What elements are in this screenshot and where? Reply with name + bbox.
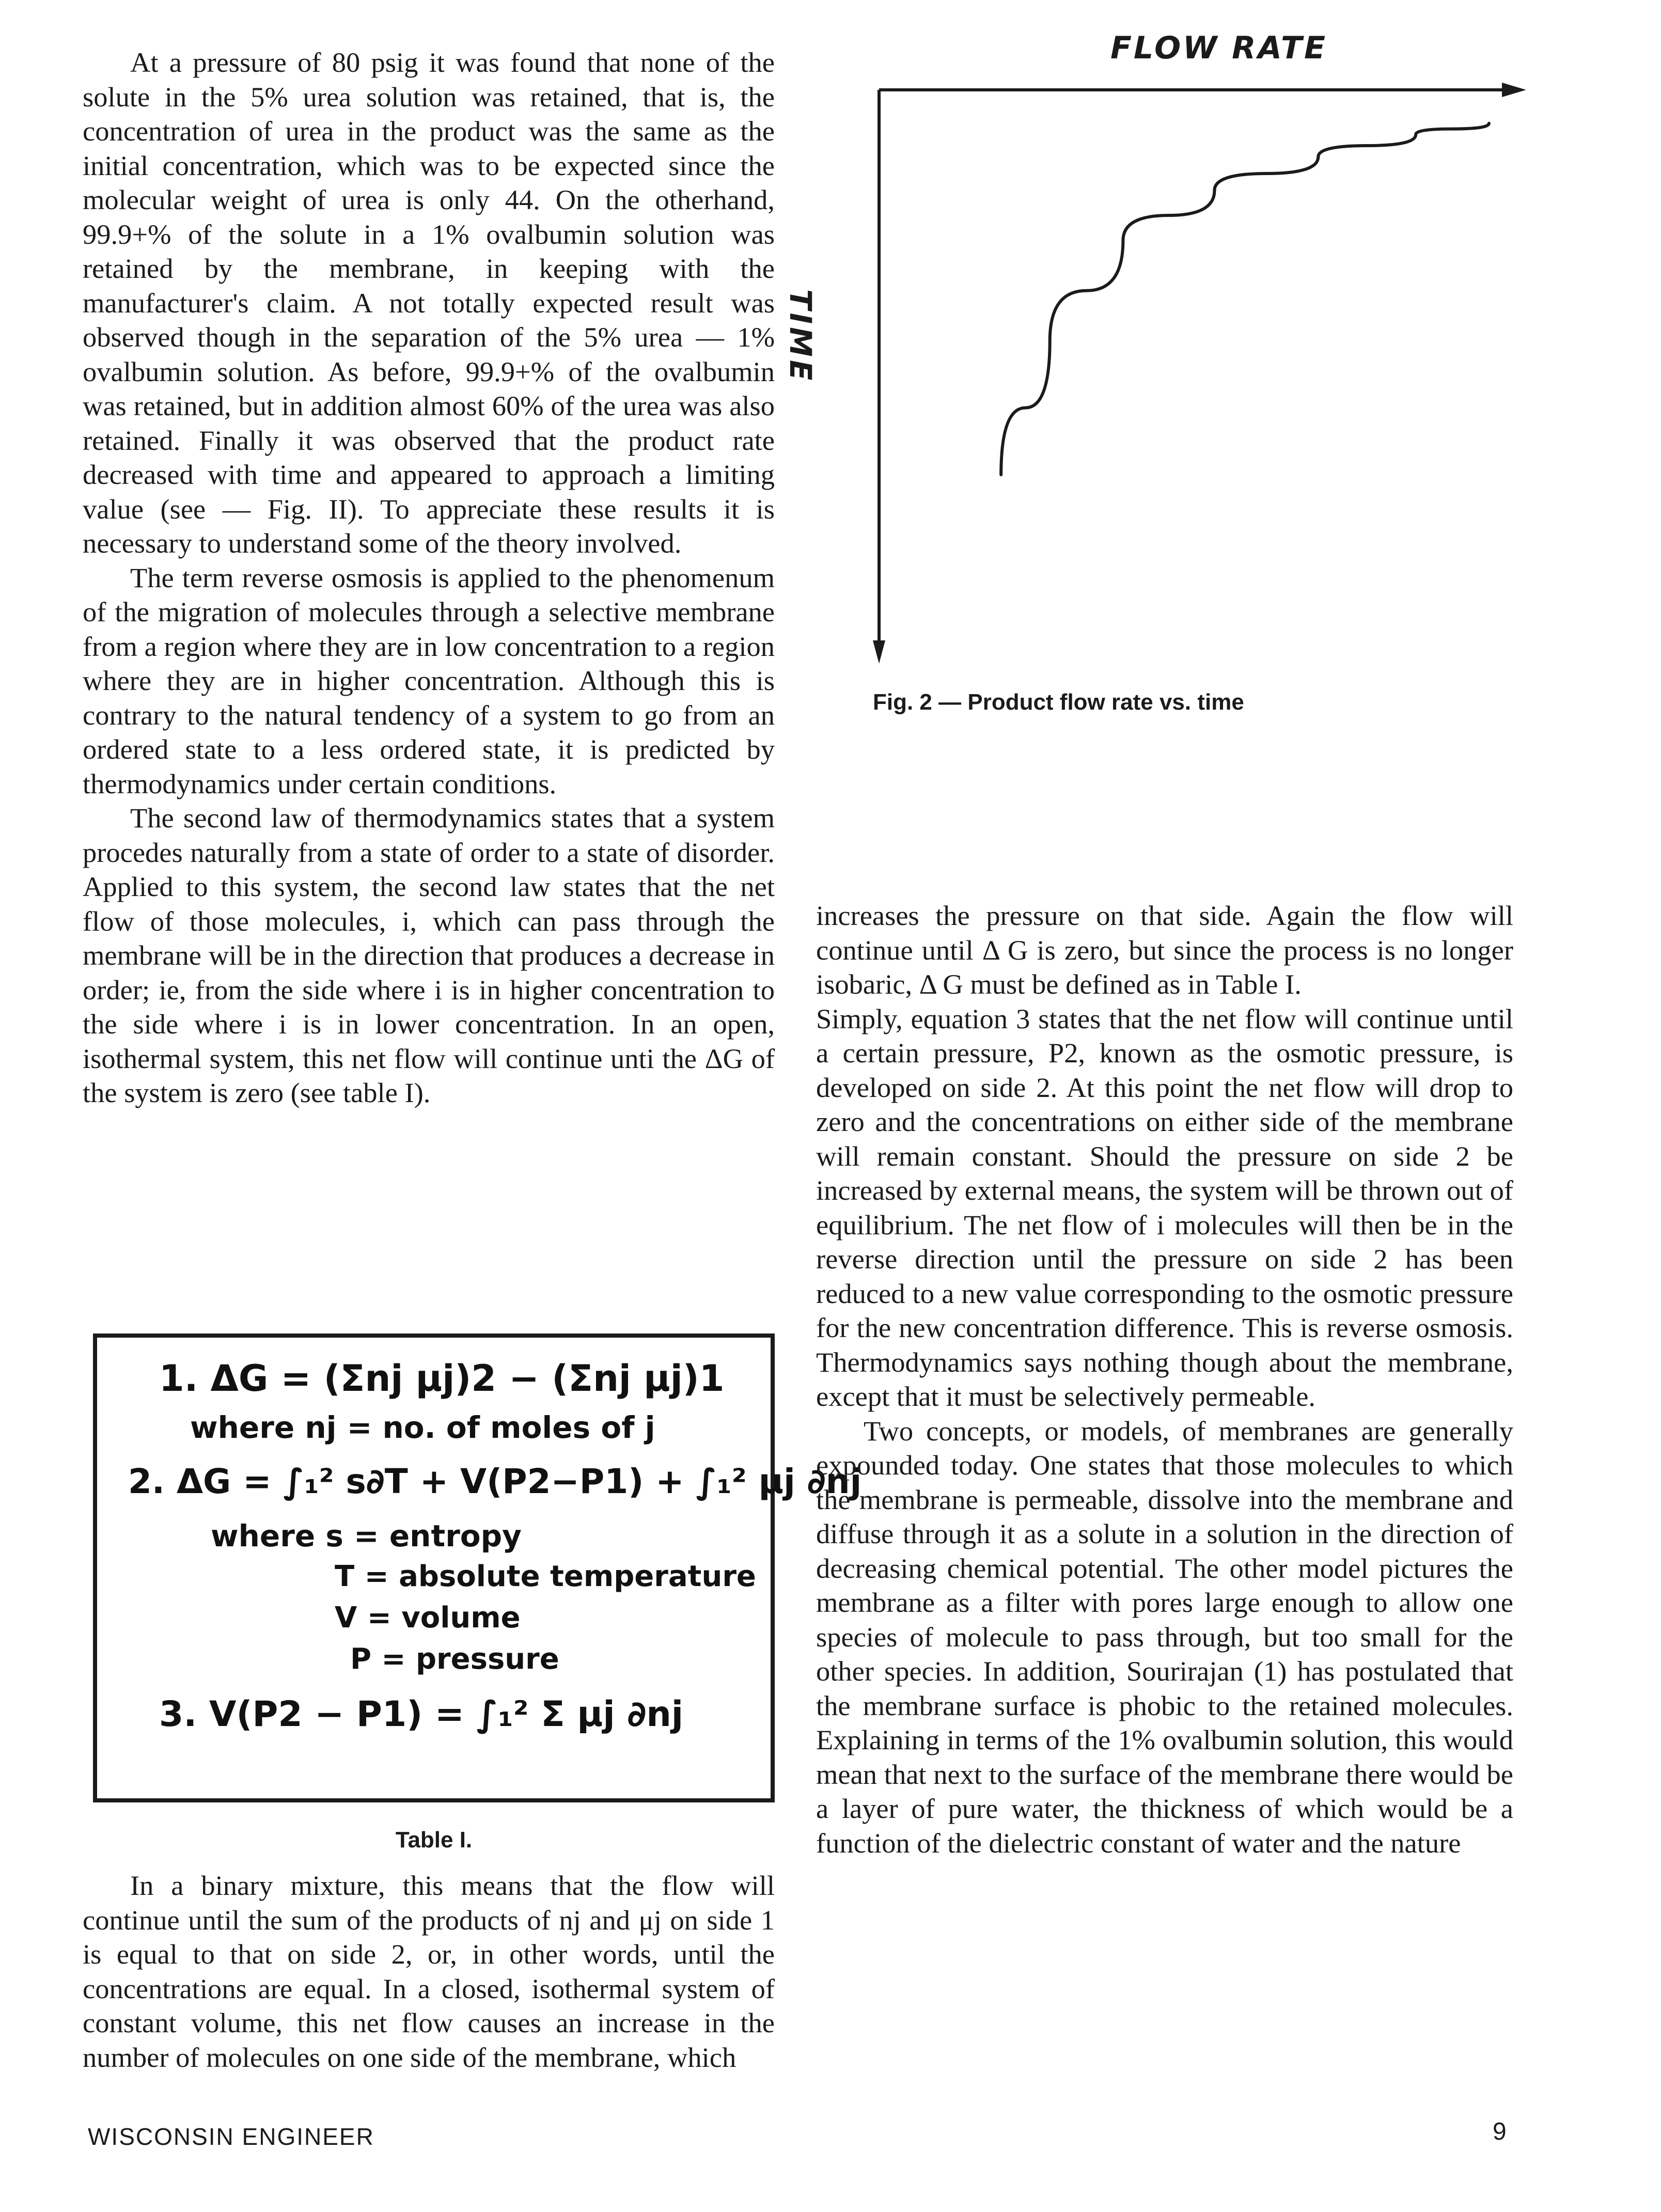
equation-3: 3. V(P2 − P1) = ∫₁² Σ μj ∂nj (159, 1694, 684, 1735)
flow-rate-chart (857, 77, 1529, 677)
left-column-bottom (83, 1869, 775, 2075)
table-equations-box (93, 1334, 862, 1802)
equation-2-where-s: where s = entropy (211, 1518, 522, 1554)
figure-title: FLOW RATE (1110, 30, 1327, 66)
equation-2: 2. ΔG = ∫₁² s∂T + V(P2−P1) + ∫₁² μj ∂nj (128, 1462, 862, 1501)
page-number: 9 (1493, 2118, 1507, 2145)
equation-2-where-P: P = pressure (350, 1642, 559, 1676)
equation-1-where: where nj = no. of moles of j (190, 1410, 655, 1445)
paragraph: increases the pressure on that side. Again the flow will continue until Δ G is zero, but since the process is no longer isobaric, Δ G must be defined as in Table I. (816, 900, 1513, 1000)
table-caption: Table I. (395, 1827, 473, 1853)
left-column (83, 45, 775, 1110)
flow-rate-curve (1001, 123, 1489, 475)
paragraph: The second law of thermodynamics states that a system procedes naturally from a state of order to a state of disorder. Applied to this system, the second law states that the net flow of those molecules, i, which can pass through the membrane will be in the direction that produces a decrease in order; ie, from the side where i is in higher concentration to the side where i is in lower concentration. In an open, isothermal system, this net flow will continue unti the ΔG of the system is zero (see table I). (83, 802, 775, 1108)
figure-y-axis-label: TIME (783, 289, 818, 384)
equation-2-where-V: V = volume (335, 1601, 521, 1635)
equation-2-where-T: T = absolute temperature (335, 1560, 756, 1593)
paragraph: In a binary mixture, this means that the flow will continue until the sum of the products of nj and μj on side 1 is equal to that on side 2, or, in other words, until the concentrations are equal. In a closed, isothermal system of constant volume, this net flow causes an increase in the number of molecules on one side of the membrane, which (83, 1870, 775, 2073)
paragraph: At a pressure of 80 psig it was found that none of the solute in the 5% urea solution was retained, that is, the concentration of urea in the product was the same as the initial concentration, which was to be expected since the molecular weight of urea is only 44. On the otherhand, 99.9+% of the solute in a 1% ovalbumin solution was retained by the membrane, in keeping with the manufacturer's claim. A not totally expected result was observed though in the separation of the 5% urea — 1% ovalbumin solution. As before, 99.9+% of the ovalbumin was retained, but in addition almost 60% of the urea was also retained. Finally it was observed that the product rate decreased with time and appeared to approach a limiting value (see — Fig. II). To appreciate these results it is necessary to understand some of the theory involved. (83, 46, 775, 559)
equation-1: 1. ΔG = (Σnj μj)2 − (Σnj μj)1 (159, 1357, 725, 1400)
figure-caption: Fig. 2 — Product flow rate vs. time (873, 689, 1244, 715)
y-axis-arrowhead (873, 640, 885, 664)
paragraph: The term reverse osmosis is applied to the phenomenum of the migration of molecules through a selective membrane from a region where they are in low concentration to a region where they are in higher concentration. Although this is contrary to the natural tendency of a system to go from an ordered state to a less ordered state, it is predicted by thermodynamics under certain conditions. (83, 561, 775, 799)
paragraph: Simply, equation 3 states that the net flow will continue until a certain pressure, P2, known as the osmotic pressure, is developed on side 2. At this point the net flow will drop to zero and the concentrations on either side of the membrane will remain constant. Should the pressure on side 2 be increased by external means, the system will be thrown out of equilibrium. The net flow of i molecules will then be in the reverse direction until the pressure on side 2 has been reduced to a new value corresponding to the osmotic pressure for the new concentration difference. This is reverse osmosis. Thermodynamics says nothing though about the membrane, except that it must be selectively permeable. (816, 1002, 1513, 1412)
x-axis-arrowhead (1502, 83, 1526, 97)
right-column (816, 899, 1513, 1860)
paragraph: Two concepts, or models, of membranes are generally expounded today. One states that those molecules to which the membrane is permeable, dissolve into the membrane and diffuse through it as a solute in a solution in the direction of decreasing chemical potential. The other model pictures the membrane as a filter with pores large enough to allow one species of molecule to pass through, but too small for the other species. In addition, Sourirajan (1) has postulated that the membrane surface is phobic to the retained molecules. Explaining in terms of the 1% ovalbumin solution, this would mean that next to the surface of the membrane there would be a layer of pure water, the thickness of which would be a function of the dielectric constant of water and the nature (816, 1415, 1513, 1859)
journal-name: WISCONSIN ENGINEER (88, 2123, 374, 2150)
